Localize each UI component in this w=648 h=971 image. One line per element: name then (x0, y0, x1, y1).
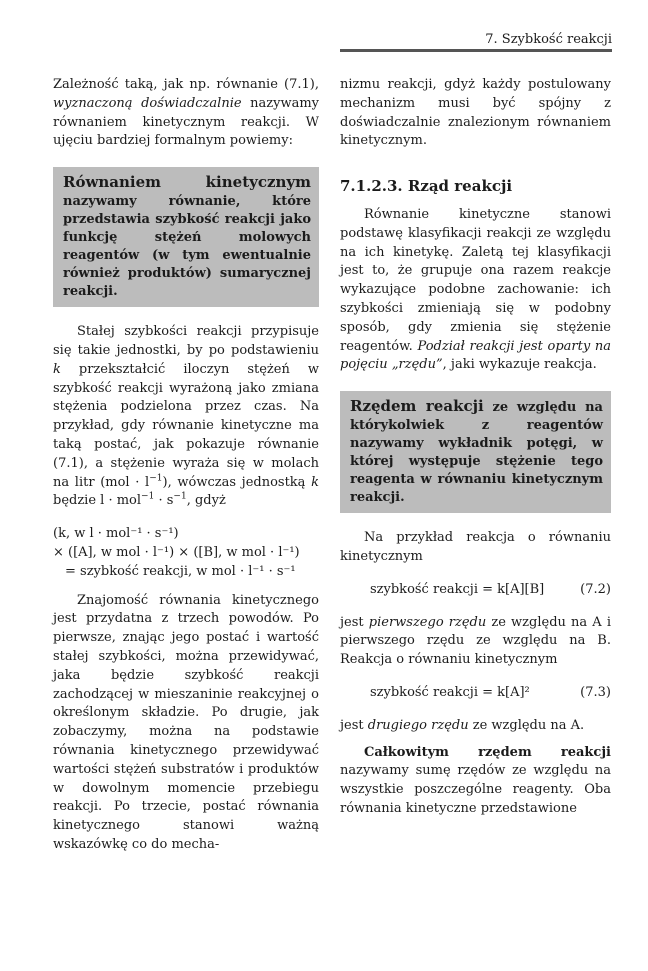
text-span: , jaki wykazuje reakcja. (442, 357, 597, 373)
emphasis: wyznaczoną doświadczalnie (53, 95, 242, 111)
header-rule (340, 49, 612, 52)
emphasis: pierwszego rzędu (368, 614, 487, 630)
text-span: przekształcić iloczyn stężeń w szybkość reakcji wyrażoną jako zmiana stężenia podzielona przez czas. Na przykład, gdy równanie kinetyczne ma taką postać, jak pokazuje równanie (7.1), a stężenie wyraża się w molach na litr (mol · l (53, 361, 319, 490)
text-span: jest (340, 717, 368, 733)
paragraph-first-order (340, 614, 611, 670)
symbol-k: k (311, 474, 319, 490)
section-heading: 7.1.2.3. Rząd reakcji (340, 177, 513, 196)
left-column (53, 76, 319, 855)
text-span: Równanie kinetyczne stanowi podstawę klasyfikacji reakcji ze względu na ich kinetykę. Zaletą tej klasyfikacji jest to, że grupuje ona razem reakcje wykazujące podobne zachowanie: ich szybkości zmieniają się w podobny sposób, gdy zmienia się stężenie reagentów. (340, 206, 611, 354)
text-span: · s (154, 493, 174, 509)
emphasis: Podział reakcji jest oparty na pojęciu „rzędu” (340, 338, 611, 373)
definition-text: ze względu na którykolwiek z reagentów nazywamy wykładnik potęgi, w której występuje stężenie tego reagenta w równaniu kinetycznym reakcji. (350, 400, 603, 506)
text-span: jest (340, 614, 369, 630)
right-column (340, 76, 611, 819)
equation-number: (7.3) (580, 684, 611, 700)
formula-line: (k, w l · mol⁻¹ · s⁻¹) (53, 526, 179, 542)
equation-7-3 (340, 684, 611, 703)
text-span: ), wówczas jednostką (162, 474, 312, 490)
superscript: −1 (141, 492, 155, 503)
formula-line: = szybkość reakcji, w mol · l⁻¹ · s⁻¹ (65, 563, 296, 579)
text-span: nazywamy sumę rzędów ze względu na wszystkie poszczególne reagenty. Oba równania kinetyczne przedstawione (340, 763, 611, 816)
term-bold: Całkowitym rzędem reakcji (364, 744, 611, 760)
paragraph-units (53, 323, 319, 511)
paragraph-classification (340, 206, 611, 375)
equation-body: szybkość reakcji = k[A]² (370, 684, 530, 700)
symbol-k: k (53, 361, 61, 377)
paragraph-continued: nizmu reakcji, gdyż każdy postulowany mechanizm musi być spójny z doświadczalnie znalezionym równaniem kinetycznym. (340, 77, 611, 149)
paragraph-second-order (340, 717, 611, 736)
text-span: nazywamy równaniem kinetycznym reakcji. W ujęciu bardziej formalnym powiemy: (53, 95, 319, 149)
formula-line: × ([A], w mol · l⁻¹) × ([B], w mol · l⁻¹) (53, 544, 300, 560)
text-span: Stałej szybkości reakcji przypisuje się takie jednostki, by po podstawieniu (53, 324, 319, 358)
text-span: będzie l · mol (53, 493, 142, 509)
text-span: ze względu na A. (468, 717, 585, 733)
definition-term: Rzędem reakcji (350, 397, 484, 416)
definition-text: nazywamy równanie, które przedstawia szybkość reakcji jako funkcję stężeń molowych reagentów (w tym ewentualnie również produktów) sumarycznej reakcji. (63, 194, 311, 300)
superscript: −1 (173, 492, 187, 503)
superscript: −1 (149, 473, 163, 484)
text-span: Zależność taką, jak np. równanie (7.1), (53, 77, 319, 92)
paragraph-reasons: Znajomość równania kinetycznego jest przydatna z trzech powodów. Po pierwsze, znając jego postać i wartość stałej szybkości, można przewidywać, jaka będzie szybkość reakcji zachodzącej w mieszaninie reakcyjnej o określonym składzie. Po drugie, jak zobaczymy, można na podstawie równania kinetycznego przewidywać wartości stężeń substratów i produktów w dowolnym momencie przebiegu reakcji. Po trzecie, postać równania kinetycznego stanowi ważną wskazówkę co do mecha- (53, 592, 319, 852)
units-formula (53, 525, 319, 581)
paragraph-example: Na przykład reakcja o równaniu kinetycznym (340, 530, 611, 564)
paragraph-total-order (340, 744, 611, 819)
running-header: 7. Szybkość reakcji (485, 32, 612, 47)
paragraph-intro (53, 76, 319, 151)
equation-7-2 (340, 581, 611, 600)
definition-box-reaction-order (340, 391, 611, 513)
definition-box-rate-equation (53, 167, 319, 307)
emphasis: drugiego rzędu (367, 717, 469, 733)
definition-term: Równaniem kinetycznym (63, 173, 311, 192)
equation-body: szybkość reakcji = k[A][B] (370, 581, 545, 597)
equation-number: (7.2) (580, 581, 611, 597)
text-span: , gdyż (186, 493, 226, 509)
text-span: ze względu na A i pierwszego rzędu ze względu na B. Reakcja o równaniu kinetycznym (340, 614, 611, 668)
